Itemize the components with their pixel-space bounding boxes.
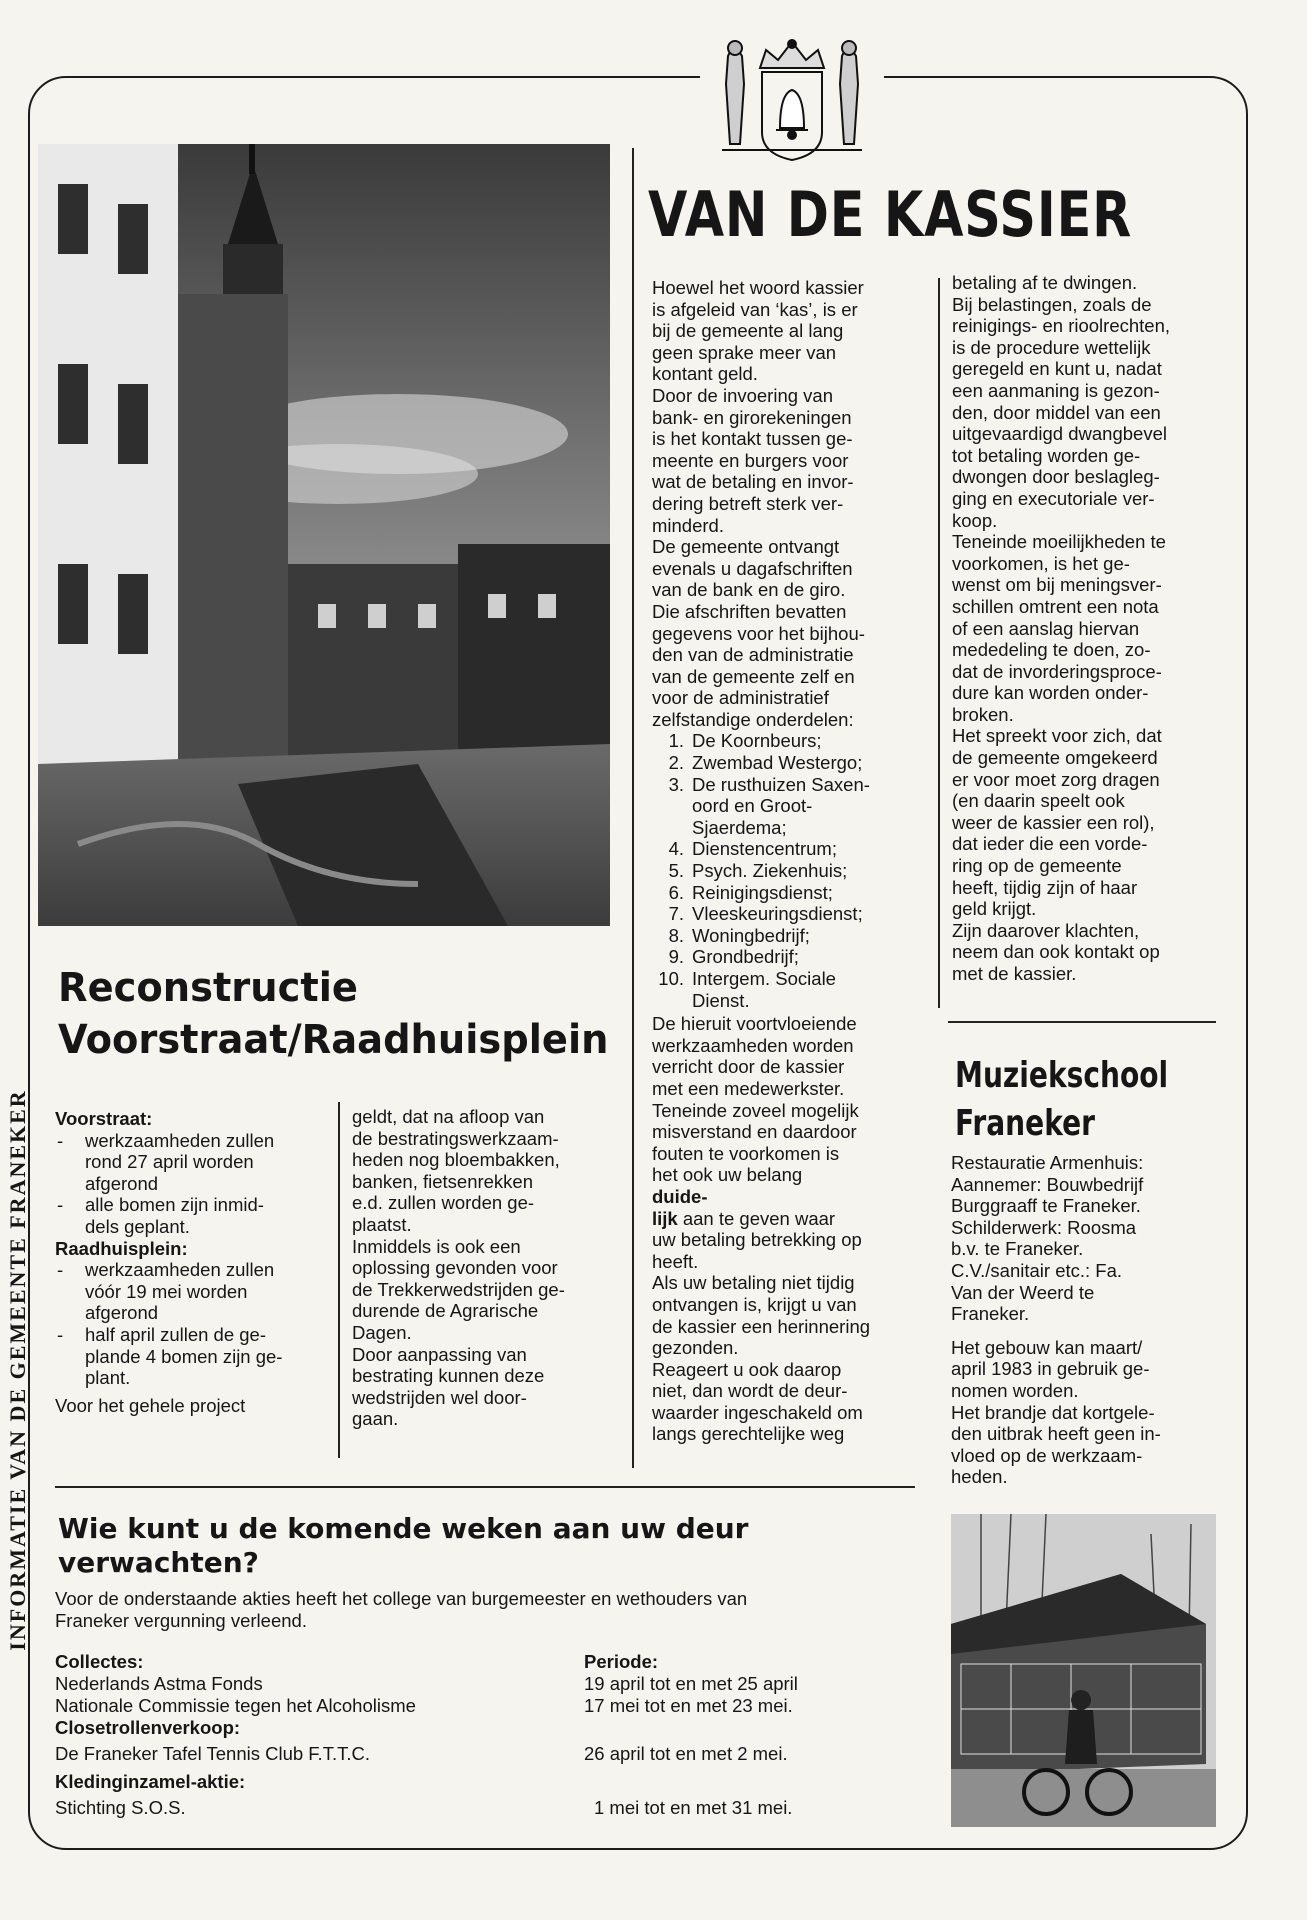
- text-line: C.V./sanitair etc.: Fa.: [951, 1259, 1123, 1281]
- text-line: geldt, dat na afloop van: [352, 1106, 545, 1127]
- text-line: plaatst.: [352, 1213, 412, 1235]
- text-line: waarder ingeschakeld om: [652, 1401, 863, 1423]
- raadhuisplein-label: Raadhuisplein:: [55, 1237, 188, 1259]
- text-line: geen sprake meer van: [652, 341, 837, 363]
- list-number: 9.: [668, 946, 684, 968]
- kleding-period: 1 mei tot en met 31 mei.: [594, 1797, 793, 1818]
- wie-heading-line1: Wie kunt u de komende weken aan uw deur: [58, 1512, 749, 1545]
- text-line: Restauratie Armenhuis:: [951, 1152, 1144, 1173]
- text-line: Burggraaff te Franeker.: [951, 1195, 1141, 1217]
- list-text: Psych. Ziekenhuis;: [692, 860, 848, 882]
- text-line: De hieruit voortvloeiende: [652, 1013, 857, 1035]
- list-text: Grondbedrijf;: [692, 946, 799, 968]
- text-line: bank- en girorekeningen: [652, 406, 852, 428]
- text-line: Die afschriften bevatten: [652, 600, 847, 622]
- list-item: [55, 1324, 335, 1389]
- list-text: Reinigingsdienst;: [692, 881, 833, 903]
- list-text: Dienst.: [692, 989, 750, 1011]
- bold-duidelijk-part-2: lijk: [652, 1207, 678, 1229]
- list-item: [652, 860, 922, 882]
- text-line: of een aanslag hiervan: [952, 617, 1140, 639]
- kassier-end-text: [652, 1229, 922, 1445]
- text-line: voorkomen, is het ge-: [952, 552, 1130, 574]
- list-item: [652, 968, 922, 1011]
- list-text: werkzaamheden zullen: [85, 1259, 275, 1281]
- text-line: heeft, tijdig zijn of haar: [952, 876, 1138, 898]
- list-number: 3.: [668, 773, 684, 795]
- text-line: met een medewerkster.: [652, 1077, 845, 1099]
- list-number: 7.: [668, 903, 684, 925]
- text-line: uw betaling betrekking op: [652, 1229, 862, 1251]
- text-line: Inmiddels is ook een: [352, 1235, 521, 1257]
- muziek-divider: [948, 1021, 1216, 1023]
- collecte-period-2: 17 mei tot en met 23 mei.: [584, 1695, 793, 1716]
- list-item: [652, 946, 922, 968]
- text-line: durende de Agrarische: [352, 1300, 539, 1322]
- reconstructie-heading: [58, 962, 608, 1066]
- muziek-heading: [955, 1052, 1168, 1148]
- text-line: Schilderwerk: Roosma: [951, 1216, 1137, 1238]
- kassier-heading: VAN DE KASSIER: [648, 178, 1133, 251]
- text-line: ring op de gemeente: [952, 855, 1122, 877]
- text-line: Franeker.: [951, 1303, 1030, 1325]
- text-line: Het spreekt voor zich, dat: [952, 725, 1162, 747]
- list-text: Dienstencentrum;: [692, 838, 837, 860]
- closet-name: De Franeker Tafel Tennis Club F.T.T.C.: [55, 1743, 370, 1764]
- text-line: dwongen door beslagleg-: [952, 466, 1160, 488]
- kassier-col2-text: [952, 272, 1227, 985]
- list-item: [652, 730, 922, 752]
- kleding-label: [55, 1771, 575, 1793]
- text-line: kontant geld.: [652, 363, 758, 385]
- column-divider-3: [338, 1102, 340, 1458]
- voorstraat-items: [55, 1130, 335, 1238]
- list-text: vóór 19 mei worden: [85, 1280, 248, 1302]
- text-line: fouten te voorkomen is: [652, 1142, 840, 1164]
- text-line: is de procedure wettelijk: [952, 336, 1151, 358]
- text-line: mededeling te doen, zo-: [952, 639, 1151, 661]
- list-number: 10.: [658, 968, 684, 989]
- text-line: Door aanpassing van: [352, 1343, 527, 1365]
- kassier-after-list-text: [652, 1013, 922, 1186]
- list-text: Zwembad Westergo;: [692, 752, 863, 774]
- sidebar-vertical-title: [0, 1020, 38, 1720]
- text-line: broken.: [952, 703, 1014, 725]
- reconstructie-column-2: [352, 1106, 622, 1430]
- raadhuisplein-items: [55, 1259, 335, 1389]
- text-line: de gemeente omgekeerd: [952, 747, 1158, 769]
- recon-col1-end: Voor het gehele project: [55, 1394, 246, 1416]
- text-line: Door de invoering van: [652, 384, 833, 406]
- text-line: meente en burgers voor: [652, 449, 849, 471]
- muziek-lines: [951, 1152, 1221, 1325]
- text-line: het ook uw belang: [652, 1164, 803, 1186]
- list-text: De rusthuizen Saxen-: [692, 773, 870, 795]
- collectes-label-text: Collectes:: [55, 1651, 144, 1672]
- list-text: Sjaerdema;: [692, 816, 787, 838]
- text-line: oplossing gevonden voor: [352, 1257, 558, 1279]
- kassier-bold-line: [652, 1186, 922, 1208]
- column-divider-2: [938, 278, 940, 1008]
- list-item: [652, 882, 922, 904]
- text-line: is het kontakt tussen ge-: [652, 428, 853, 450]
- list-text: rond 27 april worden: [85, 1151, 254, 1173]
- text-line: wenst om bij meningsver-: [952, 574, 1162, 596]
- text-line: Als uw betaling niet tijdig: [652, 1272, 855, 1294]
- text-line: is afgeleid van ‘kas’, is er: [652, 298, 858, 320]
- text-line: (en daarin speelt ook: [952, 790, 1125, 812]
- text-line: de kassier een herinnering: [652, 1315, 871, 1337]
- kleding-name: Stichting S.O.S.: [55, 1797, 186, 1818]
- collecte-period-1: 19 april tot en met 25 april: [584, 1673, 798, 1694]
- recon-col2-text: [352, 1106, 622, 1430]
- text-line: Reageert u ook daarop: [652, 1358, 842, 1380]
- list-item: [55, 1130, 335, 1195]
- list-text: Woningbedrijf;: [692, 924, 810, 946]
- text-line: heeft.: [652, 1250, 699, 1272]
- text-line: voor de administratief: [652, 687, 829, 709]
- text-line: werkzaamheden worden: [652, 1034, 854, 1056]
- list-item: [55, 1259, 335, 1324]
- text-line: schillen omtrent een nota: [952, 595, 1159, 617]
- muziek-text: [951, 1152, 1221, 1488]
- periode-label: [584, 1651, 914, 1673]
- wie-intro-line2: Franeker vergunning verleend.: [55, 1609, 307, 1631]
- text-line: geregeld en kunt u, nadat: [952, 358, 1162, 380]
- muziek-heading-line2: Franeker: [955, 1103, 1096, 1144]
- muziek-lines-2: [951, 1337, 1221, 1488]
- reconstructie-heading-line1: Reconstructie: [58, 965, 358, 1011]
- voorstraat-label: Voorstraat:: [55, 1108, 153, 1129]
- wie-names-column: [55, 1651, 575, 1819]
- text-line: neem dan ook kontakt op: [952, 941, 1160, 963]
- muziek-heading-line1: Muziekschool: [955, 1055, 1169, 1096]
- list-item: [652, 838, 922, 860]
- list-number: 6.: [668, 881, 684, 903]
- list-text: oord en Groot-: [692, 795, 813, 817]
- text-line: Van der Weerd te: [951, 1281, 1095, 1303]
- text-line: de bestratingswerkzaam-: [352, 1127, 559, 1149]
- text-line: Teneinde zoveel mogelijk: [652, 1099, 859, 1121]
- text-line: bij de gemeente al lang: [652, 320, 844, 342]
- list-number: 8.: [668, 924, 684, 946]
- text-line: van de bank en de giro.: [652, 579, 846, 601]
- closet-label-text: Closetrollenverkoop:: [55, 1717, 241, 1738]
- text-line: gaan.: [352, 1408, 399, 1430]
- text-line: Dagen.: [352, 1321, 412, 1343]
- list-text: afgerond: [85, 1302, 159, 1324]
- list-item: [55, 1194, 335, 1237]
- wie-periods-column: [584, 1651, 914, 1819]
- text-line: vloed op de werkzaam-: [951, 1444, 1143, 1466]
- text-line: wedstrijden wel door-: [352, 1386, 527, 1408]
- franeker-coat-of-arms: [700, 32, 884, 162]
- list-text: dels geplant.: [85, 1215, 190, 1237]
- wie-heading-line2: verwachten?: [58, 1546, 259, 1579]
- street-reconstruction-photo: [38, 144, 610, 926]
- list-item: [652, 752, 922, 774]
- kassier-column-2: [952, 272, 1227, 985]
- text-line: dat de invorderingsproce-: [952, 660, 1162, 682]
- list-item: [652, 903, 922, 925]
- text-line: den, door middel van een: [952, 401, 1161, 423]
- text-line: heden nog bloembakken,: [352, 1149, 560, 1171]
- closet-label: [55, 1717, 575, 1739]
- text-line: minderd.: [652, 514, 724, 536]
- text-line: ging en executoriale ver-: [952, 487, 1155, 509]
- after-bold-text: aan te geven waar: [682, 1207, 836, 1229]
- kassier-bold-line-2: [652, 1208, 922, 1230]
- text-line: ontvangen is, krijgt u van: [652, 1293, 857, 1315]
- text-line: dure kan worden onder-: [952, 682, 1149, 704]
- list-item: [652, 925, 922, 947]
- text-line: De gemeente ontvangt: [652, 536, 840, 558]
- text-line: Hoewel het woord kassier: [652, 277, 864, 298]
- text-line: banken, fietsenrekken: [352, 1170, 534, 1192]
- text-line: niet, dan wordt de deur-: [652, 1380, 848, 1402]
- text-line: Zijn daarover klachten,: [952, 919, 1140, 941]
- text-line: gezonden.: [652, 1337, 739, 1359]
- text-line: e.d. zullen worden ge-: [352, 1192, 535, 1214]
- list-text: De Koornbeurs;: [692, 730, 822, 752]
- text-line: Aannemer: Bouwbedrijf: [951, 1173, 1144, 1195]
- text-line: bestrating kunnen deze: [352, 1365, 545, 1387]
- text-line: reinigings- en rioolrechten,: [952, 315, 1171, 337]
- text-line: Bij belastingen, zoals de: [952, 293, 1152, 315]
- wie-intro-line1: Voor de onderstaande akties heeft het college van burgemeester en wethouders van: [55, 1588, 748, 1609]
- text-line: koop.: [952, 509, 998, 531]
- text-line: weer de kassier een rol),: [952, 811, 1155, 833]
- text-line: heden.: [951, 1466, 1008, 1488]
- reconstructie-heading-line2: Voorstraat/Raadhuisplein: [58, 1017, 609, 1063]
- text-line: een aanmaning is gezon-: [952, 379, 1160, 401]
- list-number: 2.: [668, 752, 684, 774]
- text-line: nomen worden.: [951, 1379, 1079, 1401]
- text-line: dering betreft sterk ver-: [652, 492, 844, 514]
- list-number: 1.: [668, 730, 684, 752]
- list-text: werkzaamheden zullen: [85, 1129, 275, 1151]
- text-line: misverstand en daardoor: [652, 1121, 857, 1143]
- collectes-label: [55, 1651, 575, 1673]
- kassier-intro-text: [652, 277, 922, 730]
- list-text: Intergem. Sociale: [692, 968, 836, 989]
- armenhuis-photo: [951, 1514, 1216, 1827]
- list-text: afgerond: [85, 1172, 159, 1194]
- text-line: Het brandje dat kortgele-: [951, 1401, 1155, 1423]
- collecte-name-1: Nederlands Astma Fonds: [55, 1673, 263, 1694]
- text-line: betaling af te dwingen.: [952, 272, 1138, 293]
- sidebar-text: INFORMATIE VAN DE GEMEENTE FRANEKER: [5, 1089, 30, 1651]
- text-line: verricht door de kassier: [652, 1056, 845, 1078]
- list-text: Vleeskeuringsdienst;: [692, 903, 863, 925]
- text-line: wat de betaling en invor-: [652, 471, 854, 493]
- list-number: 4.: [668, 838, 684, 860]
- list-text: half april zullen de ge-: [85, 1323, 266, 1345]
- text-line: dat ieder die een vorde-: [952, 833, 1148, 855]
- list-number: 5.: [668, 860, 684, 882]
- text-line: gegevens voor het bijhou-: [652, 622, 865, 644]
- text-line: den uitbrak heeft geen in-: [951, 1423, 1161, 1445]
- text-line: b.v. te Franeker.: [951, 1238, 1084, 1260]
- closet-period: 26 april tot en met 2 mei.: [584, 1743, 788, 1764]
- text-line: zelfstandige onderdelen:: [652, 708, 854, 730]
- kassier-department-list: [652, 730, 922, 1011]
- text-line: Het gebouw kan maart/: [951, 1336, 1143, 1358]
- text-line: de Trekkerwedstrijden ge-: [352, 1278, 565, 1300]
- wie-heading: [58, 1512, 748, 1580]
- list-text: plant.: [85, 1367, 131, 1389]
- text-line: er voor moet zorg dragen: [952, 768, 1160, 790]
- text-line: april 1983 in gebruik ge-: [951, 1358, 1150, 1380]
- list-text: plande 4 bomen zijn ge-: [85, 1345, 283, 1367]
- list-text: alle bomen zijn inmid-: [85, 1194, 264, 1216]
- kleding-label-text: Kledinginzamel-aktie:: [55, 1771, 246, 1792]
- wie-divider: [55, 1486, 915, 1488]
- text-line: met de kassier.: [952, 963, 1077, 984]
- text-line: langs gerechtelijke weg: [652, 1423, 845, 1445]
- text-line: evenals u dagafschriften: [652, 557, 853, 579]
- collecte-name-2: Nationale Commissie tegen het Alcoholisme: [55, 1695, 416, 1716]
- text-line: geld krijgt.: [952, 898, 1037, 920]
- periode-label-text: Periode:: [584, 1651, 659, 1672]
- text-line: tot betaling worden ge-: [952, 444, 1141, 466]
- text-line: uitgevaardigd dwangbevel: [952, 423, 1167, 445]
- reconstructie-column-1: [55, 1108, 335, 1416]
- text-line: van de gemeente zelf en: [652, 665, 855, 687]
- text-line: den van de administratie: [652, 644, 854, 666]
- text-line: Teneinde moeilijkheden te: [952, 531, 1166, 553]
- kassier-column-1: [652, 277, 922, 1445]
- list-item: [652, 774, 922, 839]
- wie-intro: [55, 1588, 935, 1631]
- bold-duidelijk-part-1: duide-: [652, 1185, 708, 1207]
- column-divider: [632, 148, 634, 1468]
